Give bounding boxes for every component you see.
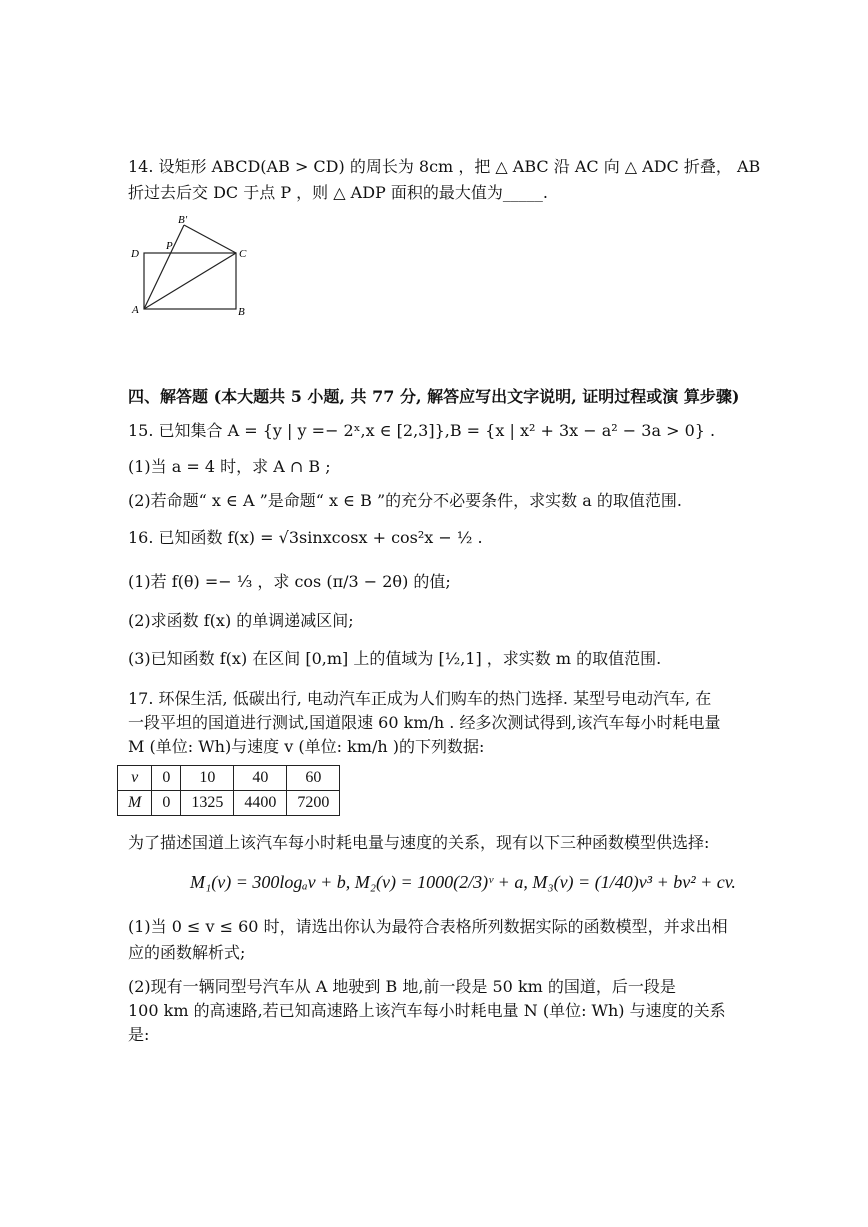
q17-part-2-line-1: (2)现有一辆同型号汽车从 A 地驶到 B 地,前一段是 50 km 的国道，后一段是 [128, 977, 676, 996]
table-cell: 1325 [181, 791, 234, 816]
q17-after-table: 为了描述国道上该汽车每小时耗电量与速度的关系，现有以下三种函数模型供选择: [128, 833, 710, 852]
label-b: B [238, 306, 245, 318]
q17-part-2-line-3: 是: [128, 1025, 150, 1044]
table-cell: 7200 [287, 791, 340, 816]
q17-line-3: M (单位: Wh)与速度 v (单位: km/h )的下列数据: [128, 737, 485, 756]
table-cell: M [118, 791, 152, 816]
table-cell: 0 [152, 766, 181, 791]
label-p: P [166, 240, 173, 252]
table-cell: 10 [181, 766, 234, 791]
q15-part-2: (2)若命题“ x ∈ A ”是命题“ x ∈ B ”的充分不必要条件，求实数 a 的取值范围. [128, 491, 682, 510]
q15-part-1: (1)当 a = 4 时，求 A ∩ B ; [128, 457, 331, 476]
table-cell: 40 [234, 766, 287, 791]
q14-line-1: 14. 设矩形 ABCD(AB > CD) 的周长为 8cm ，把 △ ABC 沿 AC 向 △ ADC 折叠， AB [128, 157, 761, 176]
table-cell: 0 [152, 791, 181, 816]
table-row [118, 791, 340, 816]
q15-stem: 15. 已知集合 A = {y | y =− 2ˣ,x ∈ [2,3]},B = {x | x² + 3x − a² − 3a > 0} . [128, 421, 716, 440]
q17-part-1-line-1: (1)当 0 ≤ v ≤ 60 时，请选出你认为最符合表格所列数据实际的函数模型，并求出相 [128, 917, 728, 936]
q17-part-2-line-2: 100 km 的高速路,若已知高速路上该汽车每小时耗电量 N (单位: Wh) 与速度的关系 [128, 1001, 726, 1020]
q17-part-1-line-2: 应的函数解析式; [128, 943, 246, 962]
table-cell: v [118, 766, 152, 791]
label-b-prime: B′ [178, 214, 188, 226]
table-cell: 4400 [234, 791, 287, 816]
segment-bprime-c [184, 225, 236, 253]
q17-data-table [117, 765, 340, 816]
q16-stem: 16. 已知函数 f(x) = √3sinxcosx + cos²x − ½ . [128, 528, 483, 547]
q16-part-3: (3)已知函数 f(x) 在区间 [0,m] 上的值域为 [½,1] ，求实数 m 的取值范围. [128, 649, 662, 668]
q17-line-1: 17. 环保生活, 低碳出行, 电动汽车正成为人们购车的热门选择. 某型号电动汽车, 在 [128, 689, 712, 708]
q17-model-equations: M₁(v) = 300logₐv + b, M₂(v) = 1000(2/3)ᵛ + a, M₃(v) = (1/40)v³ + bv² + cv. [190, 872, 736, 892]
label-c: C [239, 248, 247, 260]
q14-line-2: 折过去后交 DC 于点 P ，则 △ ADP 面积的最大值为_____. [128, 183, 548, 202]
q16-part-1: (1)若 f(θ) =− ⅓ ，求 cos (π/3 − 2θ) 的值; [128, 572, 451, 591]
q17-line-2: 一段平坦的国道进行测试,国道限速 60 km/h . 经多次测试得到,该汽车每小时耗电量 [128, 713, 721, 732]
q14-geometry-figure [128, 213, 258, 323]
label-a: A [132, 304, 139, 316]
label-d: D [131, 248, 139, 260]
section-4-heading: 四、解答题 (本大题共 5 小题, 共 77 分, 解答应写出文字说明, 证明过程或演 算步骤) [128, 387, 740, 406]
q16-part-2: (2)求函数 f(x) 的单调递减区间; [128, 611, 354, 630]
table-row [118, 766, 340, 791]
table-cell: 60 [287, 766, 340, 791]
